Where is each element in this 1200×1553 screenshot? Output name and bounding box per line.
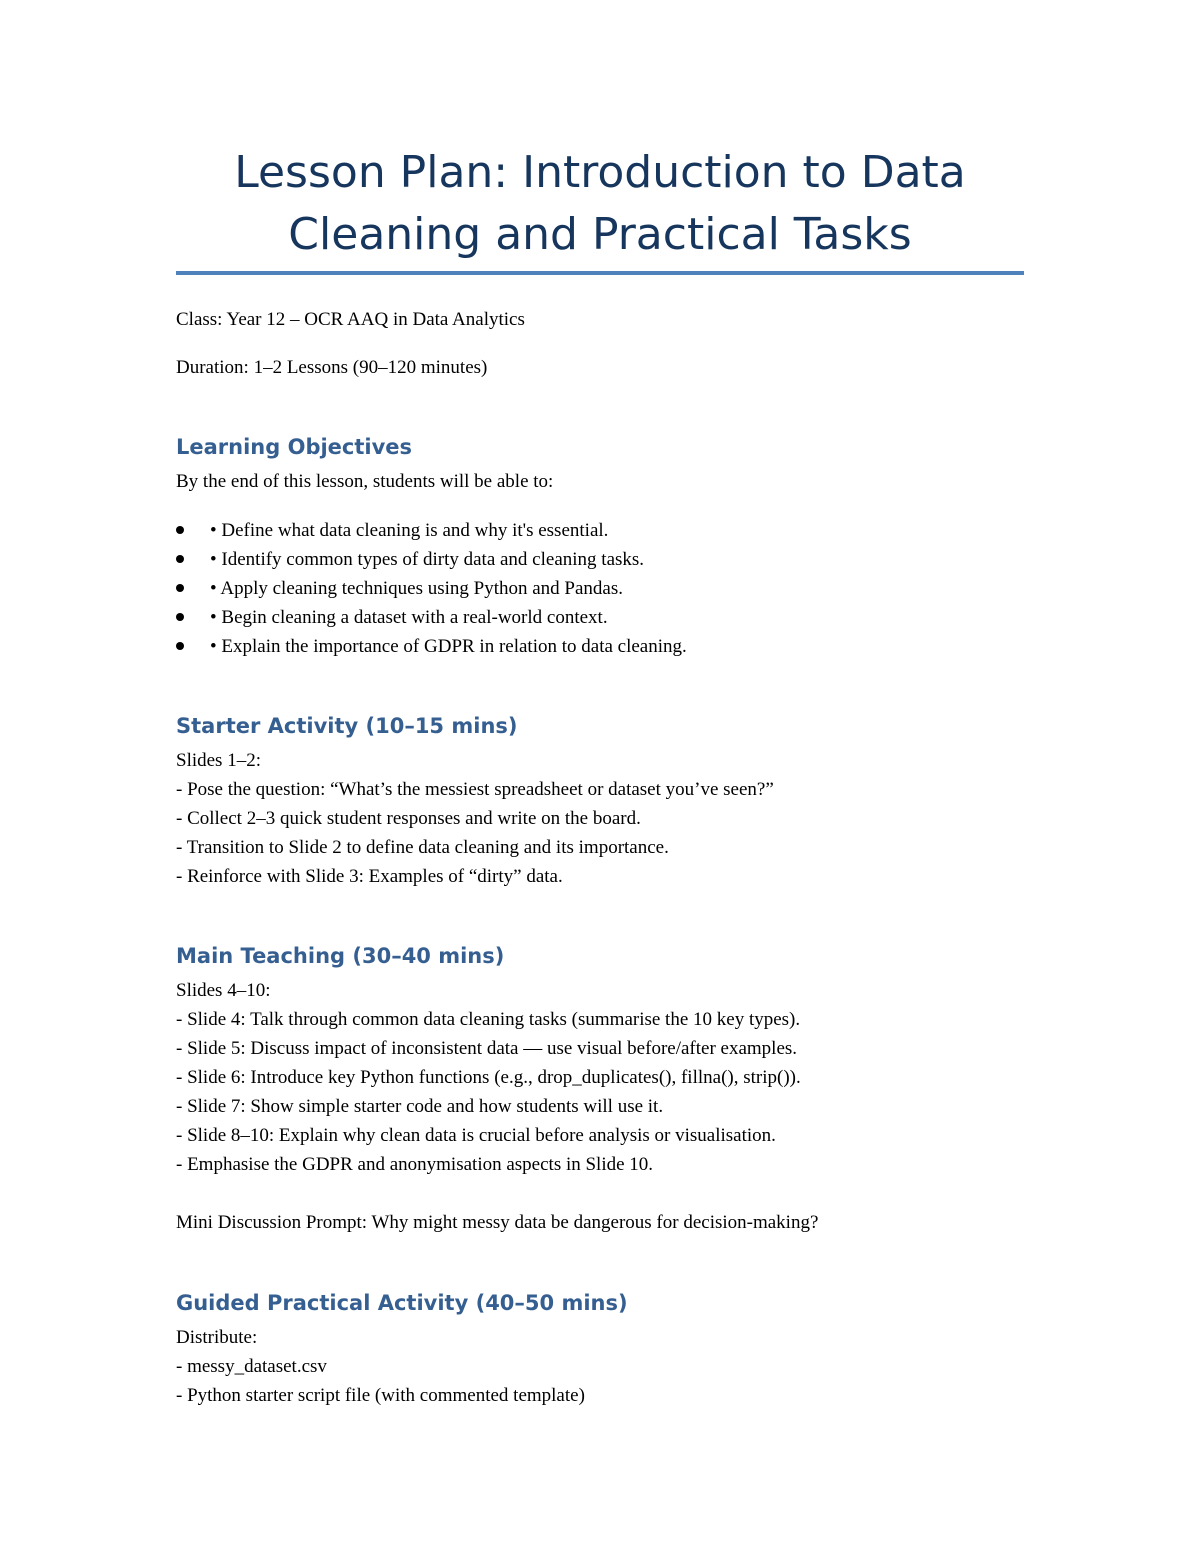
title-underline-rule [176, 271, 1024, 275]
main-teaching-line: - Slide 7: Show simple starter code and how students will use it. [176, 1096, 664, 1117]
objective-text: • Begin cleaning a dataset with a real-world context. [210, 607, 608, 628]
objective-item [176, 635, 687, 659]
objective-text: • Apply cleaning techniques using Python and Pandas. [210, 578, 623, 599]
main-teaching-line: Slides 4–10: [176, 980, 271, 1001]
title-line-2: Cleaning and Practical Tasks [288, 209, 912, 260]
objectives-intro: By the end of this lesson, students will be able to: [176, 471, 554, 492]
heading-guided-practical: Guided Practical Activity (40–50 mins) [176, 1291, 628, 1315]
bullet-icon [176, 642, 184, 650]
main-teaching-line: - Slide 5: Discuss impact of inconsistent data — use visual before/after examples. [176, 1038, 798, 1059]
bullet-icon [176, 584, 184, 592]
discussion-prompt: Mini Discussion Prompt: Why might messy data be dangerous for decision-making? [176, 1212, 819, 1233]
objective-item [176, 577, 623, 601]
bullet-icon [176, 526, 184, 534]
main-teaching-line: - Slide 6: Introduce key Python functions (e.g., drop_duplicates(), fillna(), strip()). [176, 1067, 801, 1088]
heading-main-teaching: Main Teaching (30–40 mins) [176, 944, 505, 968]
starter-line: - Transition to Slide 2 to define data cleaning and its importance. [176, 837, 669, 858]
objective-item [176, 548, 644, 572]
objective-text: • Identify common types of dirty data and cleaning tasks. [210, 549, 645, 570]
title-line-1: Lesson Plan: Introduction to Data [234, 147, 966, 198]
bullet-icon [176, 555, 184, 563]
objective-text: • Define what data cleaning is and why it's essential. [210, 520, 609, 541]
bullet-icon [176, 613, 184, 621]
starter-line: Slides 1–2: [176, 750, 261, 771]
guided-line: - Python starter script file (with commented template) [176, 1385, 585, 1406]
guided-line: Distribute: [176, 1327, 258, 1348]
class-info: Class: Year 12 – OCR AAQ in Data Analytics [176, 309, 525, 330]
objective-item [176, 519, 608, 543]
heading-learning-objectives: Learning Objectives [176, 435, 413, 459]
objective-item [176, 606, 608, 630]
main-teaching-line: - Slide 4: Talk through common data cleaning tasks (summarise the 10 key types). [176, 1009, 801, 1030]
duration-info: Duration: 1–2 Lessons (90–120 minutes) [176, 357, 488, 378]
main-teaching-line: - Emphasise the GDPR and anonymisation aspects in Slide 10. [176, 1154, 654, 1175]
guided-line: - messy_dataset.csv [176, 1356, 327, 1377]
main-teaching-line: - Slide 8–10: Explain why clean data is crucial before analysis or visualisation. [176, 1125, 776, 1146]
starter-line: - Collect 2–3 quick student responses and write on the board. [176, 808, 641, 829]
starter-line: - Reinforce with Slide 3: Examples of “dirty” data. [176, 866, 563, 887]
heading-starter-activity: Starter Activity (10–15 mins) [176, 714, 518, 738]
objective-text: • Explain the importance of GDPR in relation to data cleaning. [210, 636, 687, 657]
document-title [176, 142, 1024, 266]
starter-line: - Pose the question: “What’s the messiest spreadsheet or dataset you’ve seen?” [176, 779, 774, 800]
